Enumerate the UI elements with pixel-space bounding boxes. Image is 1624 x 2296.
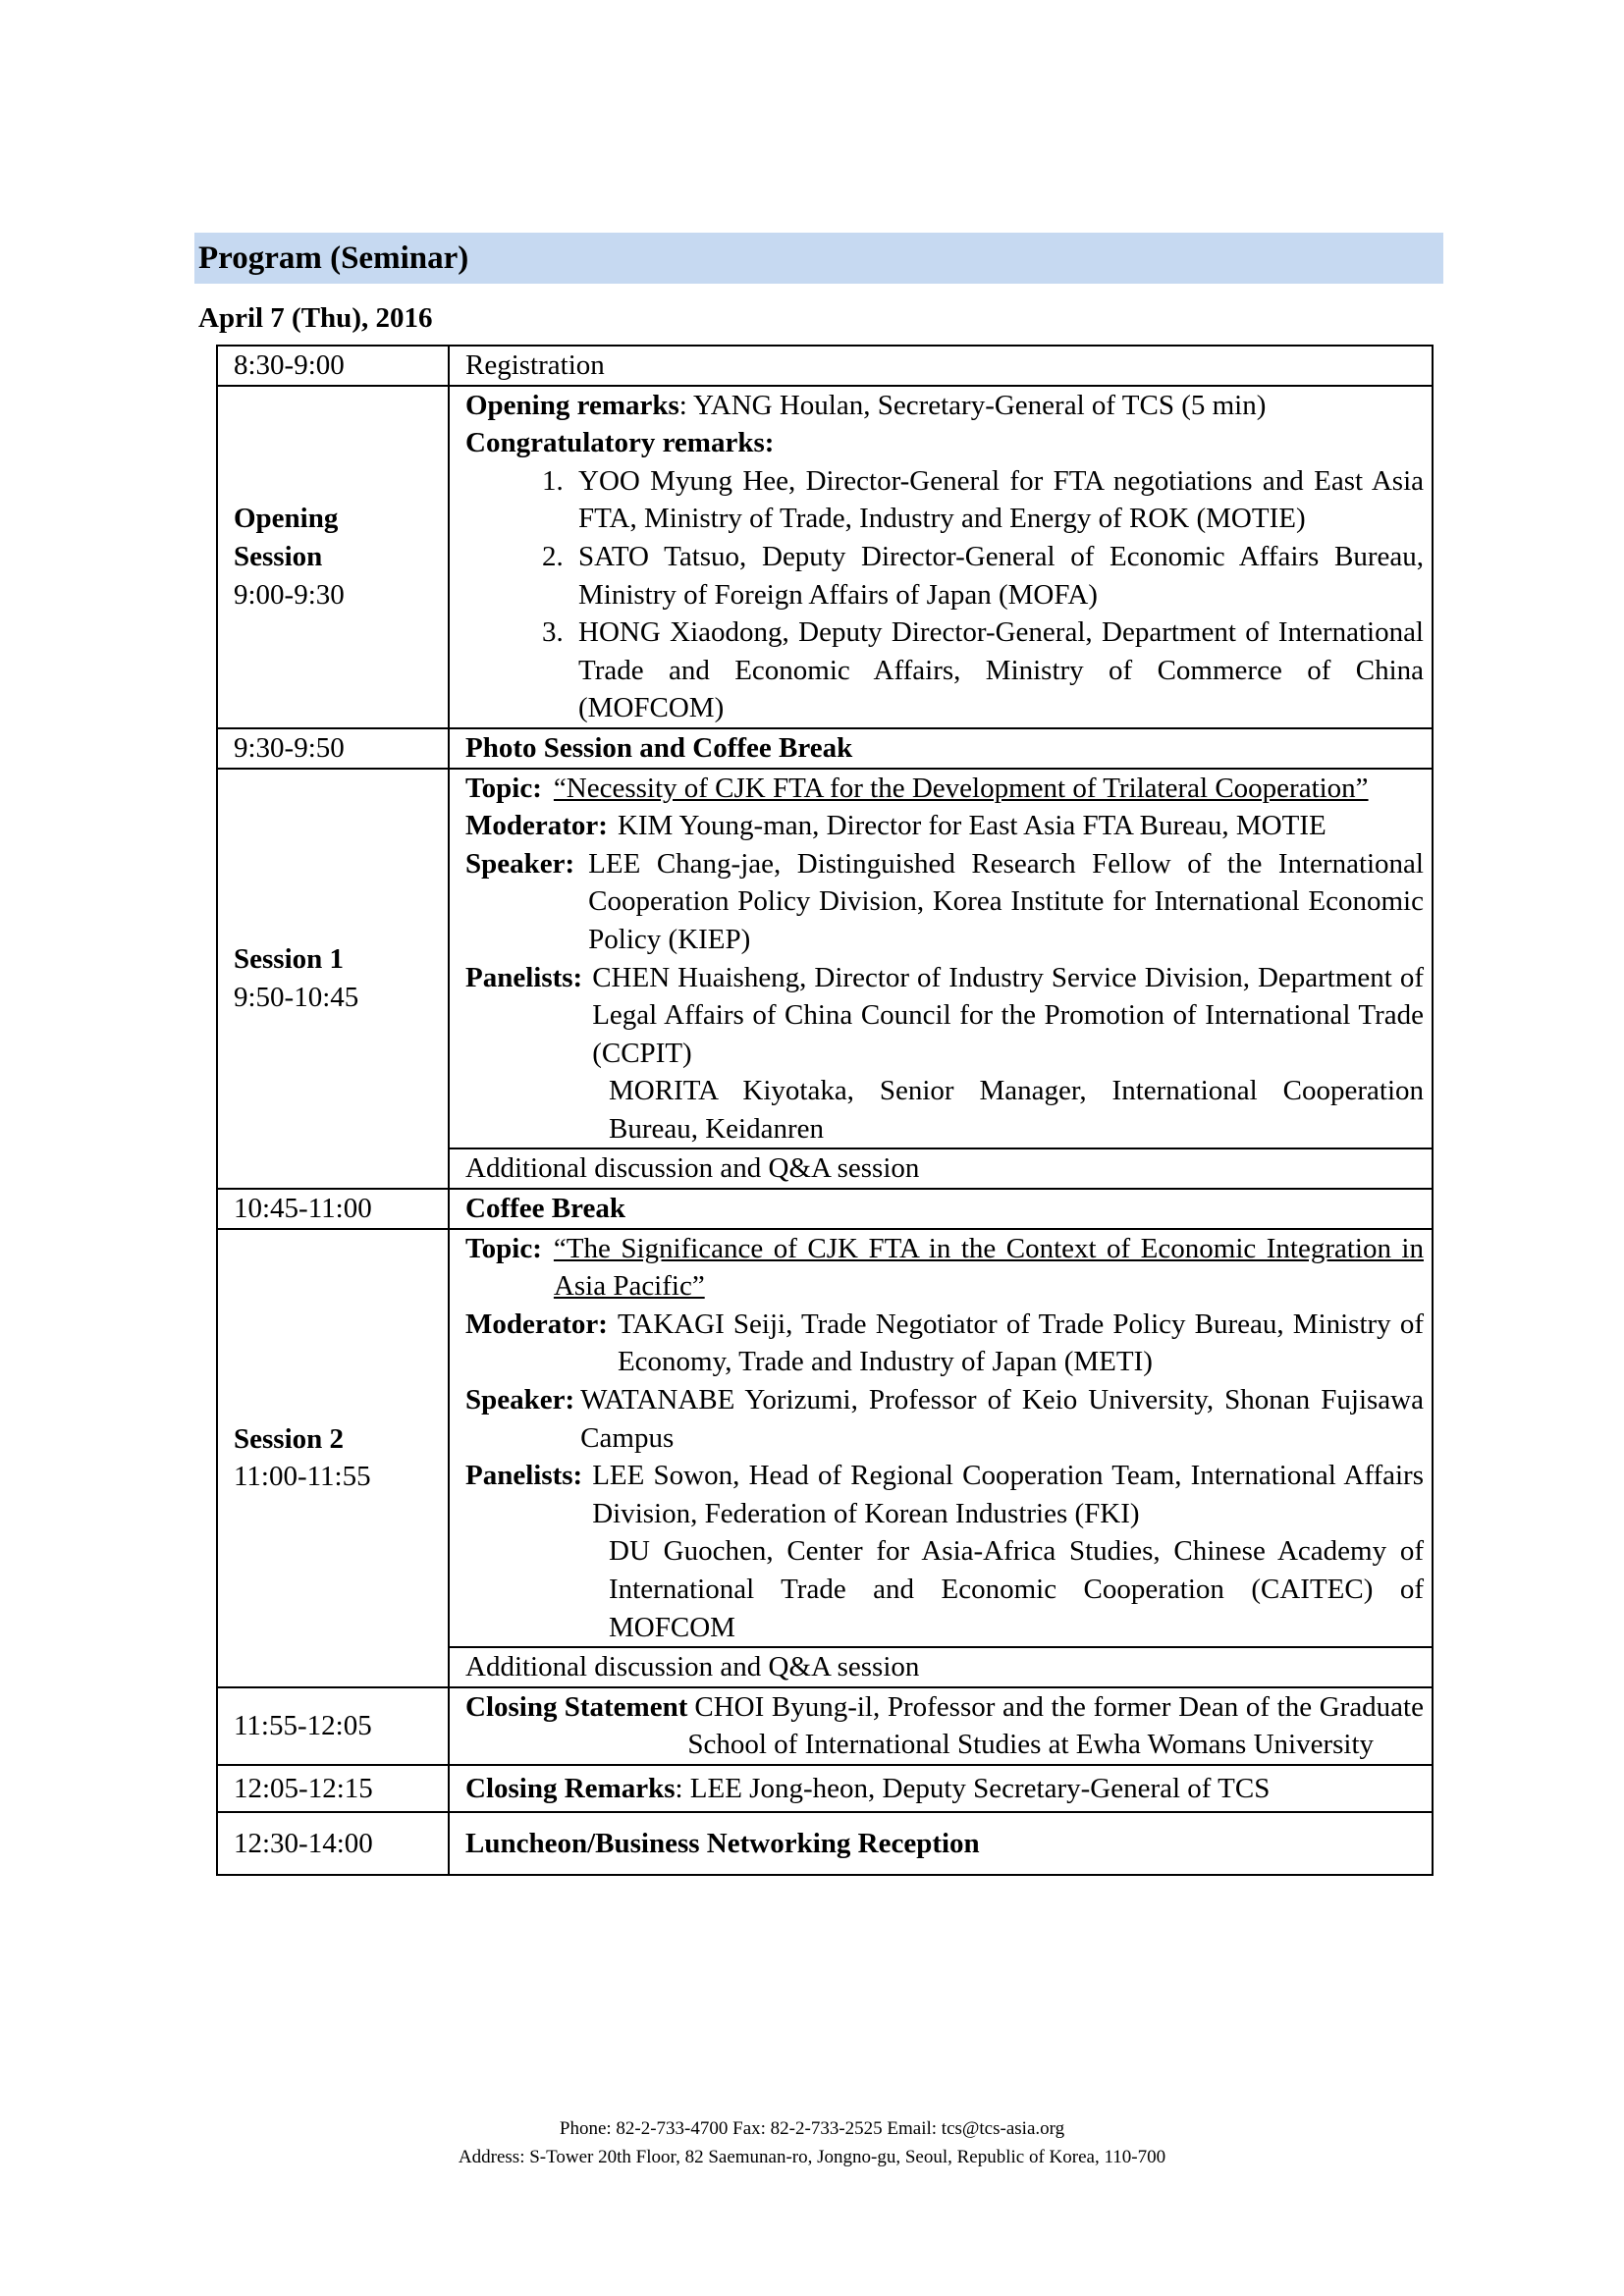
session-name-line1: Opening	[234, 503, 339, 535]
row-coffee-break	[217, 1189, 1433, 1229]
time-cell: 10:45-11:00	[217, 1189, 449, 1229]
row-closing-remarks	[217, 1765, 1433, 1812]
opening-remarks-label: Opening remarks	[465, 389, 679, 421]
closing-statement-content	[449, 1687, 1433, 1765]
congratulatory-list	[465, 462, 1424, 727]
panelist-text: CHEN Huaisheng, Director of Industry Service Division, Department of Legal Affairs of China Council for the Promotion of International Trade (CCPIT)	[592, 961, 1424, 1069]
session-name-line2: Session	[234, 540, 323, 572]
page-heading: Program (Seminar)	[194, 233, 1443, 284]
list-item: 1. YOO Myung Hee, Director-General for FTA negotiations and East Asia FTA, Ministry of Trade, Industry and Energy of ROK (MOTIE)	[570, 462, 1424, 538]
session-time: 11:00-11:55	[234, 1461, 371, 1493]
footer-contact: Phone: 82-2-733-4700 Fax: 82-2-733-2525 Email: tcs@tcs-asia.org	[559, 2118, 1065, 2139]
row-luncheon	[217, 1812, 1433, 1875]
moderator-text: KIM Young-man, Director for East Asia FTA Bureau, MOTIE	[617, 810, 1326, 842]
row-opening-session	[217, 386, 1433, 728]
topic-line	[465, 1230, 1424, 1306]
moderator-text: TAKAGI Seiji, Trade Negotiator of Trade Policy Bureau, Ministry of Economy, Trade and Industry of Japan (METI)	[617, 1308, 1424, 1378]
registration-text: Registration	[449, 346, 1433, 386]
closing-statement-text: : CHOI Byung-il, Professor and the former Dean of the Graduate School of International Studies at Ewha Womans University	[678, 1690, 1424, 1761]
topic-line	[465, 770, 1424, 808]
time-cell: 11:55-12:05	[217, 1687, 449, 1765]
panelists-label: Panelists:	[465, 961, 583, 993]
panelist-text: DU Guochen, Center for Asia-Africa Studies, Chinese Academy of International Trade and Economic Cooperation (CAITEC) of MOFCOM	[609, 1535, 1424, 1643]
closing-remarks-label: Closing Remarks	[465, 1772, 676, 1804]
moderator-line	[465, 1306, 1424, 1381]
speaker-text: WATANABE Yorizumi, Professor of Keio University, Shonan Fujisawa Campus	[580, 1384, 1424, 1454]
closing-remarks-content	[449, 1765, 1433, 1812]
panelists-line	[465, 1457, 1424, 1532]
session-1-content	[449, 769, 1433, 1149]
session-time: 9:50-10:45	[234, 981, 359, 1013]
session-name-cell	[217, 1229, 449, 1687]
session-2-content	[449, 1229, 1433, 1648]
panelists-label: Panelists:	[465, 1460, 583, 1492]
list-item: 3. HONG Xiaodong, Deputy Director-General, Department of International Trade and Economic Affairs, Ministry of Commerce of China (MOFCOM)	[570, 614, 1424, 727]
time-cell: 9:30-9:50	[217, 728, 449, 769]
speaker-line	[465, 845, 1424, 959]
opening-remarks	[465, 387, 1424, 425]
congratulatory-remarks-label: Congratulatory remarks:	[465, 427, 775, 459]
topic-text: “The Significance of CJK FTA in the Context of Economic Integration in Asia Pacific”	[553, 1232, 1424, 1303]
moderator-line	[465, 807, 1424, 845]
session-name: Session 1	[234, 943, 345, 976]
session-name-cell	[217, 386, 449, 728]
row-photo-session	[217, 728, 1433, 769]
opening-remarks-text: : YANG Houlan, Secretary-General of TCS (5 min)	[678, 389, 1267, 421]
speaker-label: Speaker:	[465, 1384, 575, 1416]
opening-content	[449, 386, 1433, 728]
program-date: April 7 (Thu), 2016	[198, 302, 433, 334]
panelist-text: LEE Sowon, Head of Regional Cooperation Team, International Affairs Division, Federation of Korean Industries (FKI)	[592, 1460, 1424, 1529]
discussion-text: Additional discussion and Q&A session	[449, 1647, 1433, 1687]
speaker-line	[465, 1381, 1424, 1457]
program-table	[216, 345, 1434, 1876]
list-item: 2. SATO Tatsuo, Deputy Director-General of Economic Affairs Bureau, Ministry of Foreign Affairs of Japan (MOFA)	[570, 538, 1424, 614]
speaker-text: LEE Chang-jae, Distinguished Research Fellow of the International Cooperation Policy Division, Korea Institute for International Economic Policy (KIEP)	[588, 847, 1424, 955]
row-session-1	[217, 769, 1433, 1149]
moderator-label: Moderator:	[465, 810, 608, 842]
session-name: Session 2	[234, 1422, 345, 1455]
row-registration	[217, 346, 1433, 386]
topic-label: Topic:	[465, 772, 542, 804]
discussion-text: Additional discussion and Q&A session	[449, 1148, 1433, 1189]
closing-statement-line	[465, 1688, 1424, 1764]
moderator-label: Moderator:	[465, 1308, 608, 1340]
luncheon-text: Luncheon/Business Networking Reception	[449, 1812, 1433, 1875]
photo-session-text: Photo Session and Coffee Break	[449, 728, 1433, 769]
panelist-text: MORITA Kiyotaka, Senior Manager, International Cooperation Bureau, Keidanren	[609, 1075, 1424, 1145]
time-cell: 8:30-9:00	[217, 346, 449, 386]
closing-remarks-text: : LEE Jong-heon, Deputy Secretary-General of TCS	[675, 1772, 1271, 1804]
session-name-cell	[217, 769, 449, 1190]
footer-address: Address: S-Tower 20th Floor, 82 Saemunan-ro, Jongno-gu, Seoul, Republic of Korea, 110-700	[458, 2147, 1166, 2167]
panelists-line	[465, 959, 1424, 1073]
coffee-break-text: Coffee Break	[449, 1189, 1433, 1229]
session-time: 9:00-9:30	[234, 578, 345, 611]
time-cell: 12:30-14:00	[217, 1812, 449, 1875]
speaker-label: Speaker:	[465, 847, 575, 880]
topic-text: “Necessity of CJK FTA for the Development of Trilateral Cooperation”	[553, 772, 1369, 804]
time-cell: 12:05-12:15	[217, 1765, 449, 1812]
row-session-2	[217, 1229, 1433, 1648]
row-closing-statement	[217, 1687, 1433, 1765]
closing-statement-label: Closing Statement	[465, 1690, 688, 1723]
topic-label: Topic:	[465, 1232, 542, 1264]
